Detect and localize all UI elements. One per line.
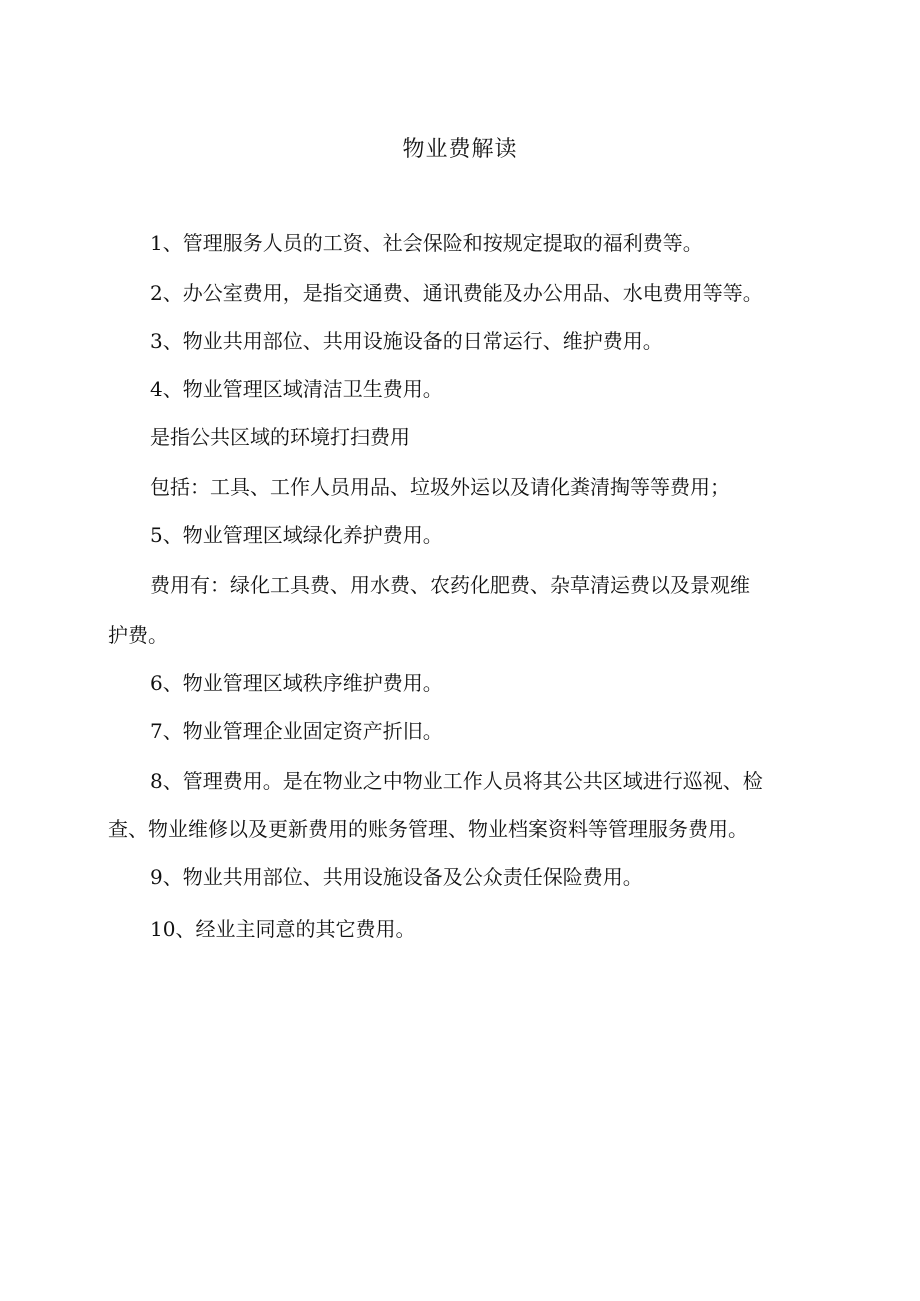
item-6: 6、物业管理区域秩序维护费用。 [150,671,443,695]
item-4-note-2: 包括：工具、工作人员用品、垃圾外运以及请化粪清掏等等费用； [150,475,730,499]
item-5-note-line-1: 费用有：绿化工具费、用水费、农药化肥费、杂草清运费以及景观维 [150,573,750,597]
item-5: 5、物业管理区域绿化养护费用。 [150,523,443,547]
item-5-note-line-2: 护费。 [108,623,168,647]
item-9: 9、物业共用部位、共用设施设备及公众责任保险费用。 [150,865,643,889]
item-7: 7、物业管理企业固定资产折旧。 [150,719,443,743]
item-8-line-2: 查、物业维修以及更新费用的账务管理、物业档案资料等管理服务费用。 [108,817,748,841]
item-4: 4、物业管理区域清洁卫生费用。 [150,377,443,401]
item-4-note-1: 是指公共区域的环境打扫费用 [150,425,410,449]
item-10: 10、经业主同意的其它费用。 [150,917,416,941]
item-1: 1、管理服务人员的工资、社会保险和按规定提取的福利费等。 [150,231,703,255]
item-8-line-1: 8、管理费用。是在物业之中物业工作人员将其公共区域进行巡视、检 [150,769,763,793]
document-title: 物业费解读 [402,137,518,162]
item-2: 2、办公室费用，是指交通费、通讯费能及办公用品、水电费用等等。 [150,281,763,305]
item-3: 3、物业共用部位、共用设施设备的日常运行、维护费用。 [150,329,663,353]
